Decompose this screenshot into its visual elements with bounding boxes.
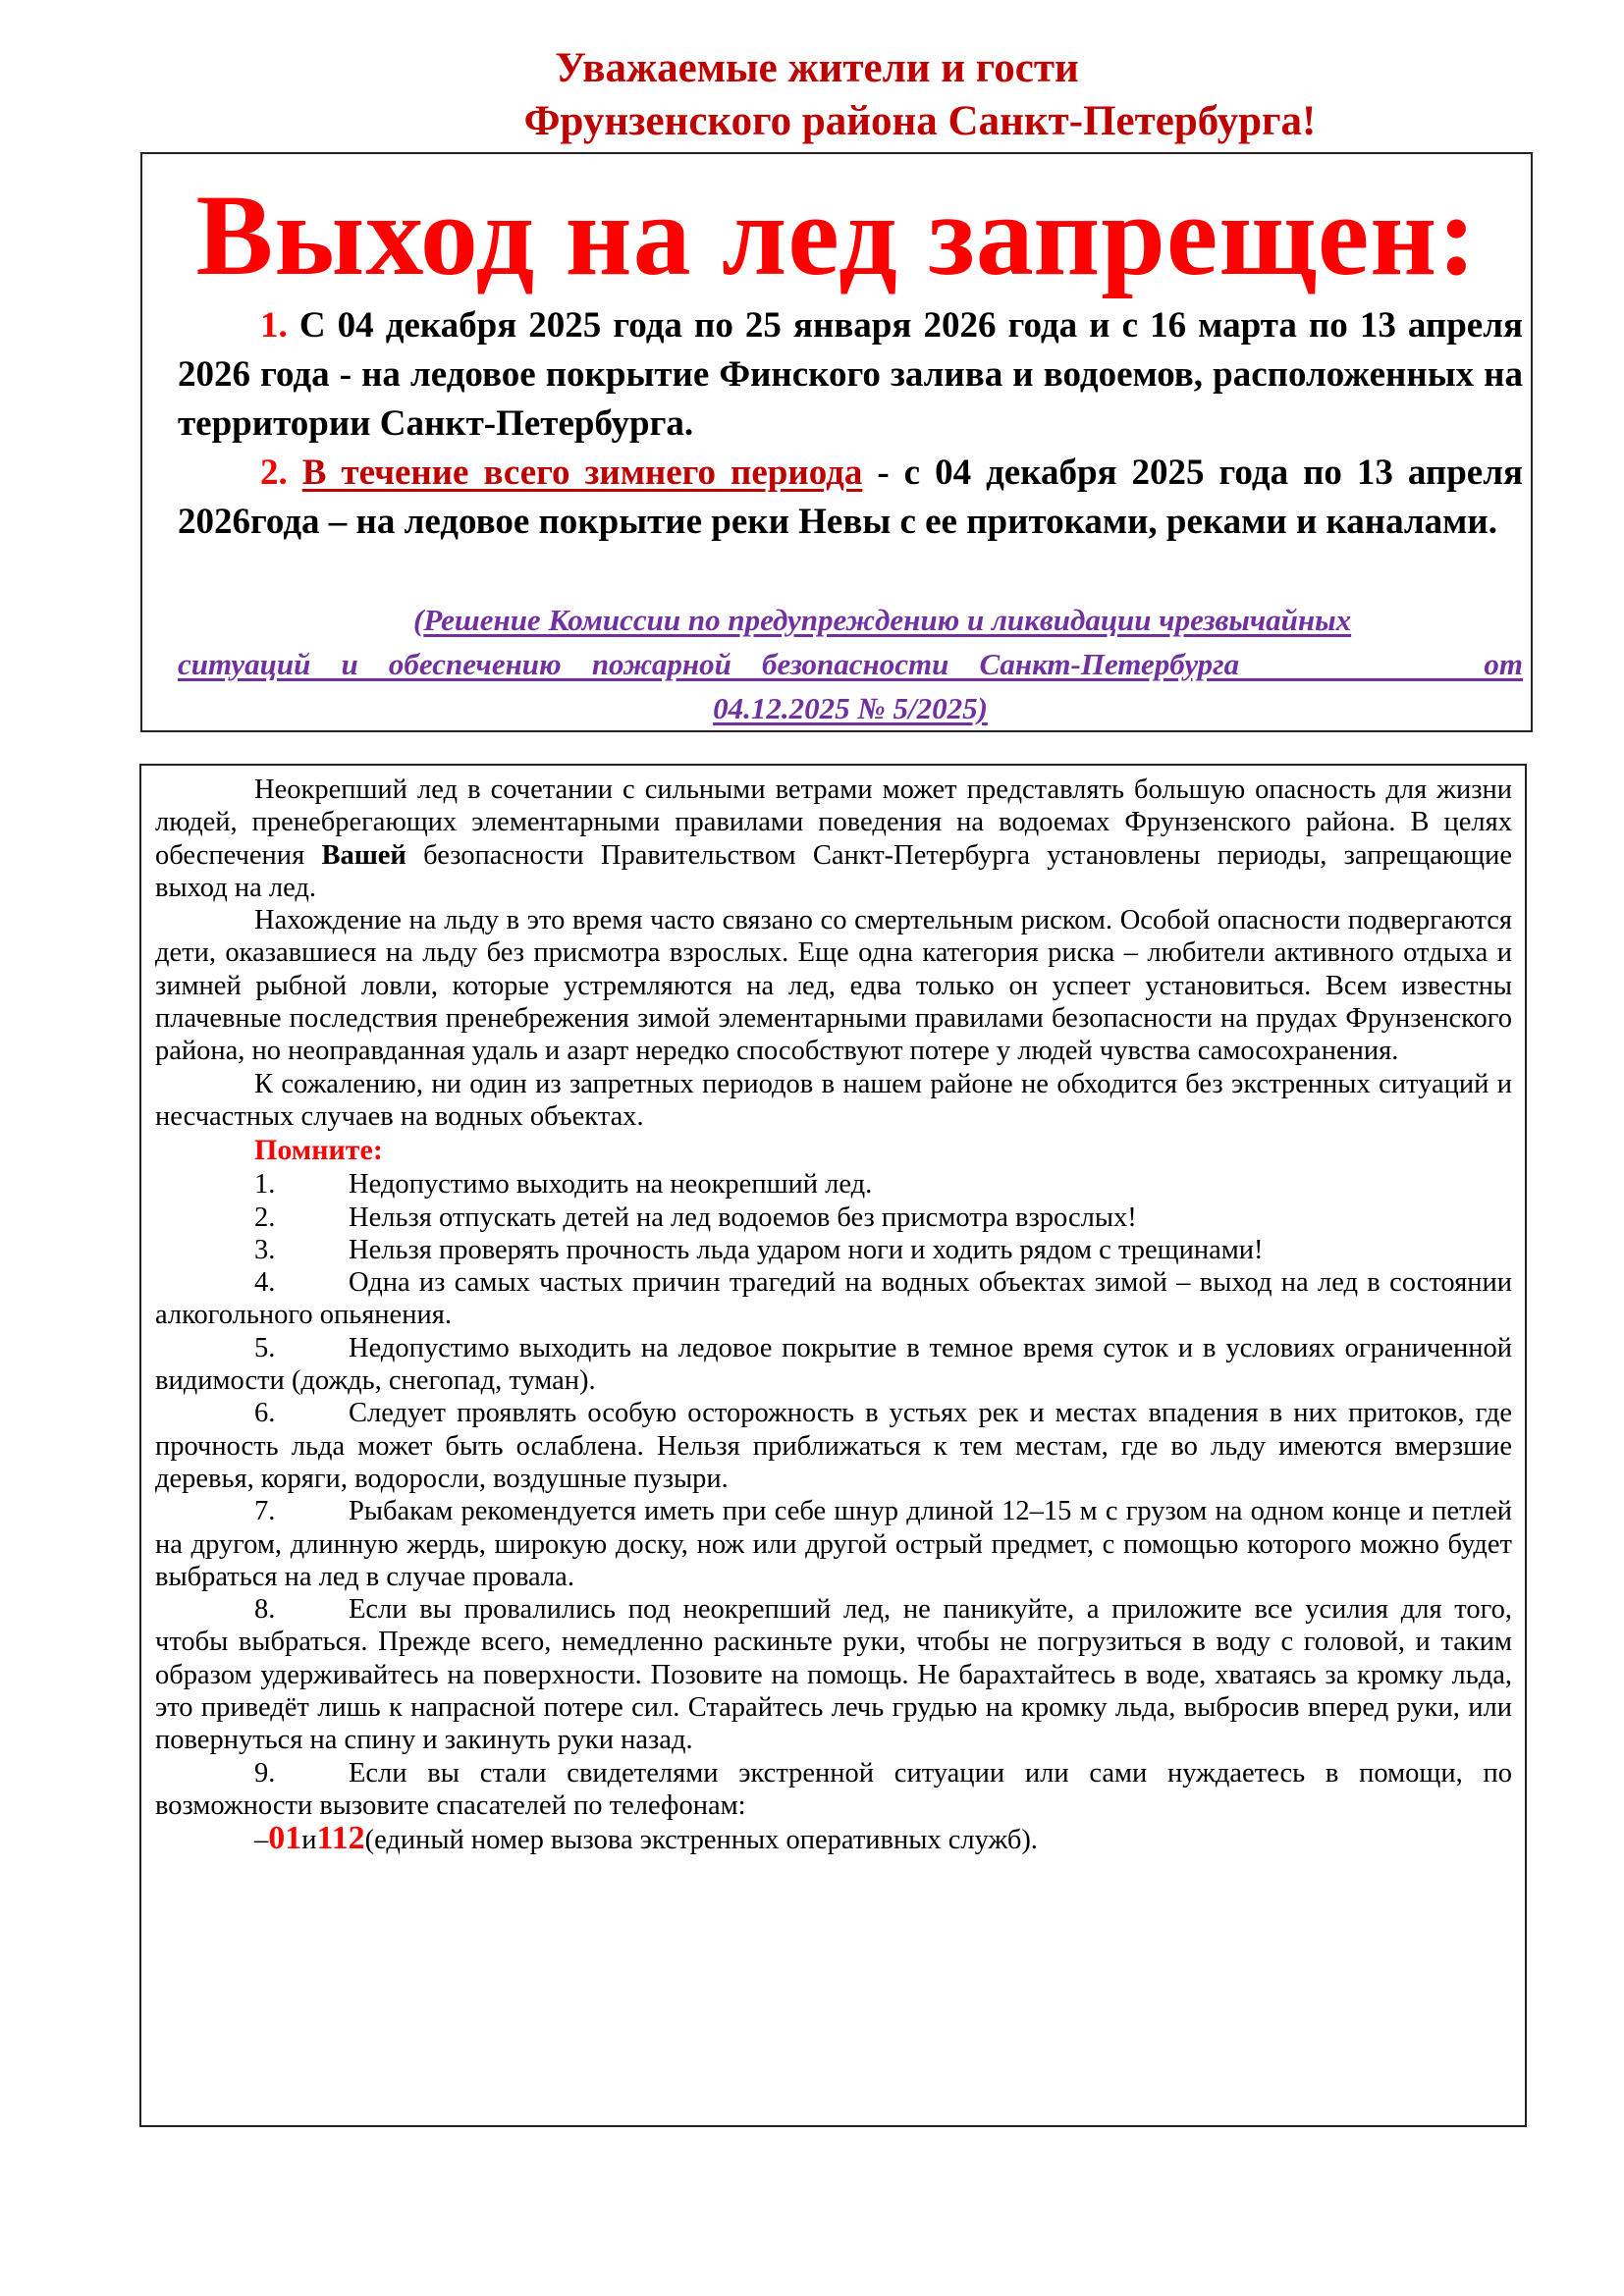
rule-number: 1. bbox=[254, 1169, 276, 1201]
rule-text: Рыбакам рекомендуется иметь при себе шнур длиной 12–15 м с грузом на одном конце и петлей на другом, длинную жердь, широкую доску, нож или другой острый предмет, с помощью которого можно будет выбраться на лед в случае провала. bbox=[155, 1496, 1512, 1592]
phone-number-01: 01 bbox=[268, 1820, 302, 1857]
rule-item bbox=[155, 1397, 1512, 1495]
safety-text bbox=[155, 774, 1512, 1857]
emphasis-your: Вашей bbox=[321, 839, 406, 871]
citation-text-1: Решение Комиссии по предупреждению и ликвидации чрезвычайных bbox=[423, 603, 1352, 637]
rule-text: Одна из самых частых причин трагедий на водных объектах зимой – выход на лед в состоянии алкогольного опьянения. bbox=[155, 1267, 1512, 1331]
paragraph-1-text: Неокрепший лед в сочетании с сильными ветрами может представлять большую опасность для жизни людей, пренебрегающих элементарными правилами поведения на водоемах Фрунзенского района. В целях обеспечения bbox=[155, 774, 1512, 871]
rule-text: Нельзя отпускать детей на лед водоемов без присмотра взрослых! bbox=[349, 1201, 1137, 1233]
emergency-phones bbox=[155, 1822, 1512, 1856]
item-number: 2. bbox=[260, 453, 288, 493]
rule-item bbox=[155, 1266, 1512, 1332]
citation-line-2: ситуаций и обеспечению пожарной безопасности Санкт-Петербурга от bbox=[178, 647, 1523, 681]
rule-item bbox=[155, 1332, 1512, 1398]
paragraph-3: К сожалению, ни один из запретных периодов в нашем районе не обходится без экстренных ситуаций и несчастных случаев на водных объектах. bbox=[155, 1068, 1512, 1132]
prohibition-item-2 bbox=[178, 449, 1523, 547]
rule-item bbox=[155, 1168, 1512, 1201]
rule-text: Если вы провалились под неокрепший лед, не паникуйте, а приложите все усилия для того, чтобы выбраться. Прежде всего, немедленно раскиньте руки, чтобы не погрузиться в воду с головой, и таким образом удерживайтесь на поверхности. Позовите на помощь. Не барахтайтесь в воде, хватаясь за кромку льда, это приведёт лишь к напрасной потере сил. Старайтесь лечь грудью на кромку льда, выбросив вперед руки, или повернуться на спину и закинуть руки назад. bbox=[155, 1594, 1512, 1756]
prohibition-items bbox=[178, 301, 1523, 547]
phone-description: (единый номер вызова экстренных оперативных служб). bbox=[364, 1825, 1038, 1856]
rules-list bbox=[155, 1168, 1512, 1822]
item-text: С 04 декабря 2025 года по 25 января 2026 года и с 16 марта по 13 апреля 2026 года - на ледовое покрытие Финского залива и водоемов, расположенных на территории Санкт-Петербурга. bbox=[178, 305, 1524, 444]
rule-item bbox=[155, 1234, 1512, 1266]
rule-item bbox=[155, 1201, 1512, 1234]
rule-number: 3. bbox=[254, 1234, 276, 1265]
phone-number-112: 112 bbox=[316, 1820, 365, 1857]
rule-number: 6. bbox=[254, 1398, 276, 1429]
phone-conjunction: и bbox=[301, 1825, 317, 1856]
greeting-line-2: Фрунзенского района Санкт-Петербурга! bbox=[523, 98, 1317, 144]
rule-number: 2. bbox=[254, 1201, 276, 1233]
rule-number: 4. bbox=[254, 1267, 276, 1299]
citation-line-1 bbox=[178, 598, 1523, 642]
item-text: - с 04 декабря 2025 года по 13 апреля 2026года – на ледовое покрытие реки Невы с ее притоками, реками и каналами. bbox=[178, 453, 1523, 542]
rule-text: Следует проявлять особую осторожность в устьях рек и местах впадения в них притоков, где прочность льда может быть ослаблена. Нельзя приближаться к тем местам, где во льду имеются вмерзшие деревья, коряги, водоросли, воздушные пузыри. bbox=[155, 1398, 1512, 1494]
citation-line-3 bbox=[178, 686, 1523, 730]
rule-text: Недопустимо выходить на ледовое покрытие в темное время суток и в условиях ограниченной видимости (дождь, снегопад, туман). bbox=[155, 1332, 1512, 1397]
item-highlight: В течение всего зимнего периода bbox=[301, 453, 863, 493]
rule-number: 9. bbox=[254, 1757, 276, 1789]
rule-number: 8. bbox=[254, 1594, 276, 1626]
item-number: 1. bbox=[260, 305, 288, 346]
rule-item bbox=[155, 1495, 1512, 1593]
citation-open-paren: ( bbox=[413, 603, 424, 637]
citation-text-3: 04.12.2025 № 5/2025) bbox=[713, 691, 988, 725]
decision-citation bbox=[178, 598, 1523, 730]
paragraph-2: Нахождение на льду в это время часто связано со смертельным риском. Особой опасности подвергаются дети, оказавшиеся на льду без присмотра взрослых. Еще одна категория риска – любители активного отдыха и зимней рыбной ловли, которые устремляются на лед, едва только он успеет установиться. Всем известны плачевные последствия пренебрежения зимой элементарными правилами безопасности на прудах Фрунзенского района, но неоправданная удаль и азарт нередко способствуют потере у людей чувства самосохранения. bbox=[155, 905, 1512, 1067]
rule-number: 5. bbox=[254, 1332, 276, 1363]
safety-info-box bbox=[139, 764, 1527, 2127]
prohibition-notice-box bbox=[140, 152, 1533, 732]
rule-text: Недопустимо выходить на неокрепший лед. bbox=[349, 1169, 873, 1201]
greeting-line-1: Уважаемые жители и гости bbox=[555, 45, 1079, 91]
prohibition-item-1 bbox=[178, 301, 1523, 449]
paragraph-1 bbox=[155, 774, 1512, 904]
rule-number: 7. bbox=[254, 1496, 276, 1527]
paragraph-1-text-end: безопасности Правительством Санкт-Петербурга установлены периоды, запрещающие выход на лед. bbox=[155, 839, 1512, 903]
notice-title: Выход на лед запрещен: bbox=[195, 171, 1478, 299]
rule-item bbox=[155, 1593, 1512, 1756]
rule-text: Если вы стали свидетелями экстренной ситуации или сами нуждаетесь в помощи, по возможности вызовите спасателей по телефонам: bbox=[155, 1757, 1512, 1821]
remember-heading: Помните: bbox=[254, 1134, 383, 1167]
rule-item bbox=[155, 1757, 1512, 1823]
rule-text: Нельзя проверять прочность льда ударом ноги и ходить рядом с трещинами! bbox=[349, 1234, 1264, 1265]
phone-dash: – bbox=[254, 1825, 269, 1856]
